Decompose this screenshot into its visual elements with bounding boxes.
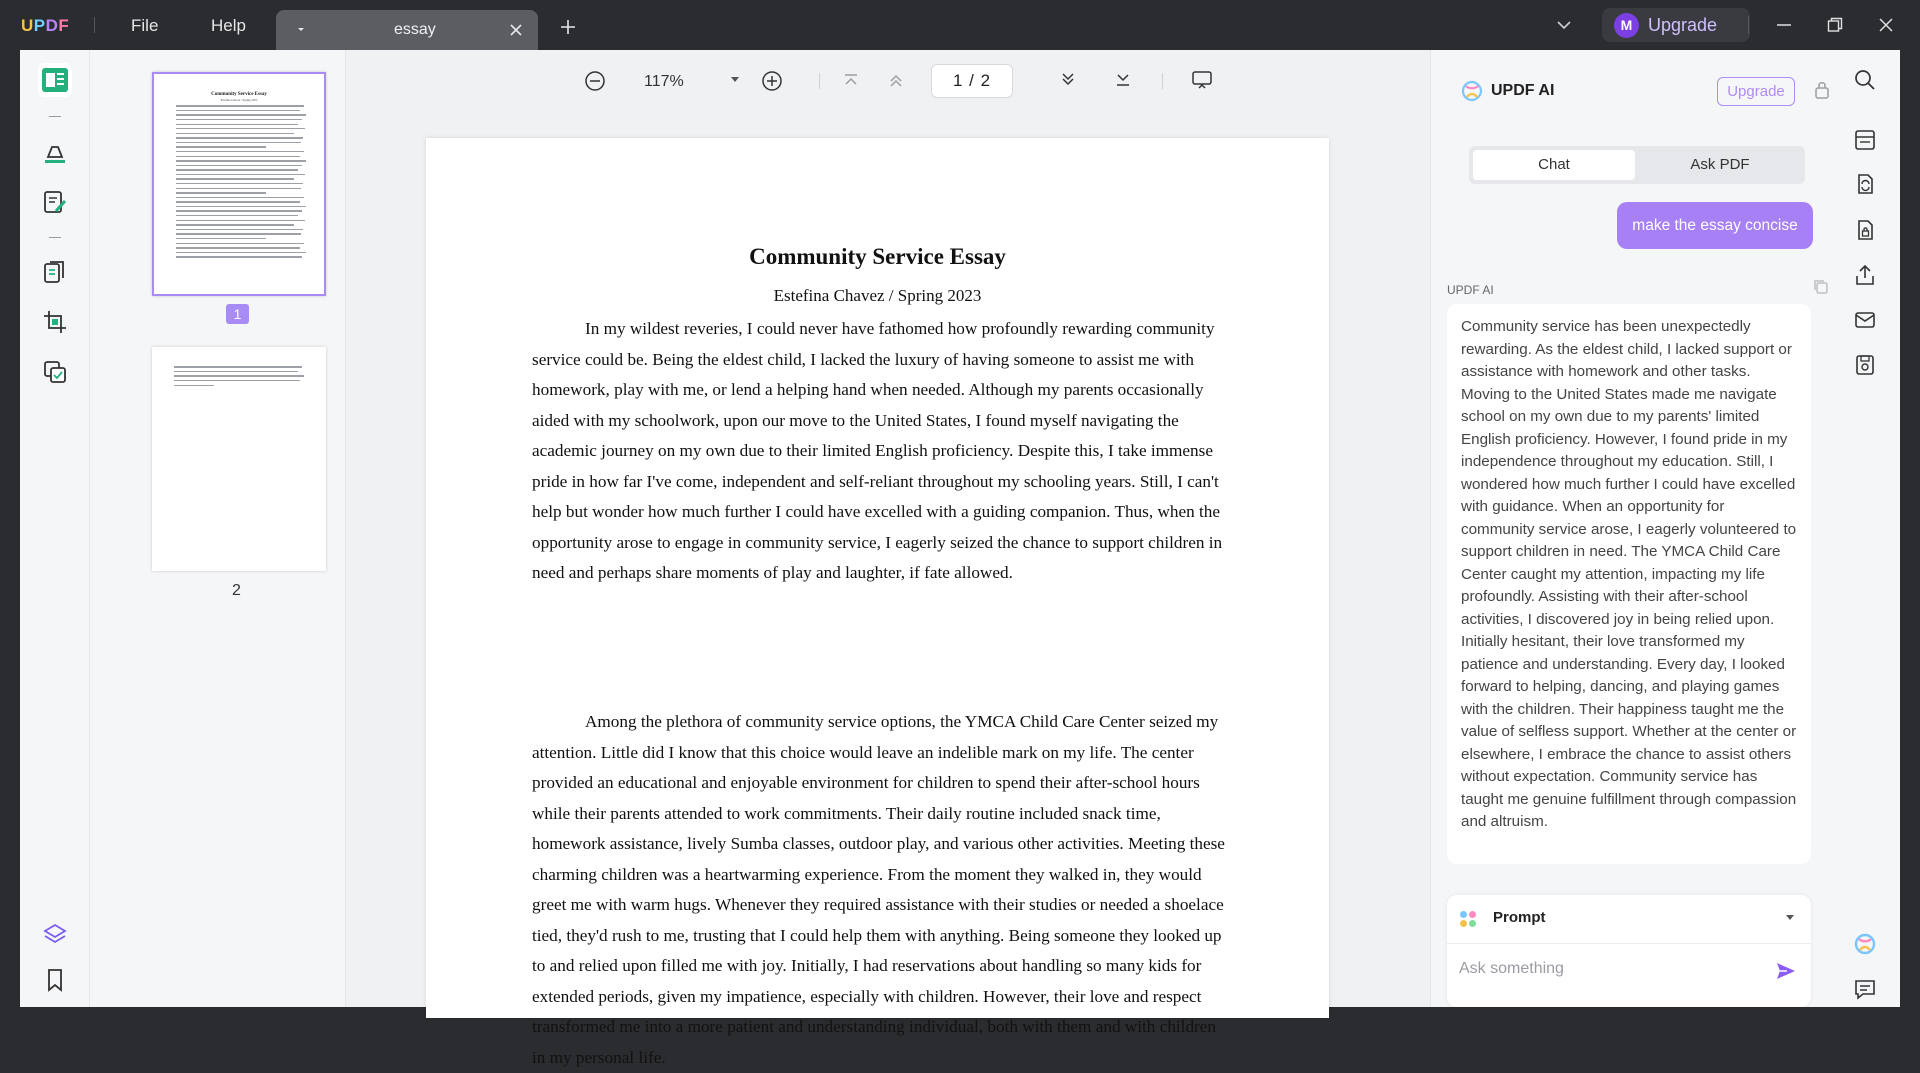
divider: [819, 73, 820, 89]
thumbnail-line: [176, 169, 298, 170]
thumbnail-line: [174, 375, 304, 376]
lock-icon[interactable]: [1814, 80, 1830, 100]
divider: [1748, 16, 1749, 34]
comments-icon[interactable]: [1853, 977, 1877, 1001]
document-title: Community Service Essay: [749, 244, 1006, 269]
layers-icon: [42, 922, 68, 948]
reader-mode-button[interactable]: [38, 63, 72, 97]
thumbnail-line: [176, 110, 300, 111]
send-icon[interactable]: [1775, 961, 1797, 981]
avatar: M: [1614, 13, 1639, 38]
last-page-icon[interactable]: [1114, 71, 1132, 87]
updf-ai-icon[interactable]: [1853, 932, 1877, 956]
thumbnail-line: [174, 371, 298, 372]
organize-pages-button[interactable]: [38, 255, 72, 289]
document-paragraph: In my wildest reveries, I could never have fathomed how profoundly rewarding community service could be. Being the eldest child, I lacked the luxury of having someone to assist me with homework, play with me, or lend a helping hand when needed. Although my parents occasionally aided with my schoolwork, upon our move to the United States, I found myself navigating the academic journey on my own due to their limited English proficiency. Despite this, I take immense pride in how far I've come, independent and self-reliant throughout my schooling years. Still, I can't help but wonder how much further I could have excelled with a guiding companion. Thus, when the opportunity arose to engage in community service, I eagerly seized the chance to support children in need and perhaps share moments of play and laughter, if fate allowed.: [532, 319, 1223, 582]
page-number-input[interactable]: 1 / 2: [931, 64, 1013, 98]
thumbnail-line: [176, 137, 303, 138]
divider: [49, 116, 61, 117]
thumbnail-line: [174, 385, 214, 386]
thumbnail-line: [176, 192, 266, 193]
zoom-level[interactable]: 117%: [644, 73, 684, 90]
page-thumbnail-1[interactable]: [152, 72, 326, 296]
ai-panel-title: UPDF AI: [1491, 82, 1555, 99]
bookmark-button[interactable]: [38, 963, 72, 997]
next-page-icon[interactable]: [1059, 71, 1077, 87]
thumbnail-line: [176, 142, 301, 143]
prompt-dropdown-icon[interactable]: [1785, 914, 1795, 922]
account-upgrade-button[interactable]: [1602, 8, 1750, 42]
page-number-1: 1: [226, 304, 249, 324]
user-message: make the essay concise: [1617, 202, 1813, 249]
share-icon[interactable]: [1853, 263, 1877, 287]
thumbnail-line: [176, 183, 303, 184]
thumbnail-line: [176, 247, 300, 248]
tab-title: essay: [394, 21, 436, 38]
thumbnail-line: [176, 156, 300, 157]
new-tab-icon[interactable]: [560, 19, 576, 35]
document-paragraph: Among the plethora of community service options, the YMCA Child Care Center seized my attention. Little did I know that this choice would leave an indelible mark on my life. The center provided an educational and enjoyable environment for children to spend their after-school hours while their parents attended to work commitments. Their daily routine included snack time, homework assistance, lively Sumba classes, outdoor play, and various other activities. Meeting these charming children was a heartwarming experience. From the moment they walked in, they would greet me with warm hugs. Whenever they required assistance with their studies or needed a shoelace tied, they'd rush to me, trusting that I could help them with anything. Being someone they looked up to and relied upon filled me with joy. Initially, I had reservations about handling so many kids for extended periods, given my impatience, especially with children. However, their love and respect transformed me into a more patient and understanding individual, both with them and with children in my personal life.: [532, 712, 1225, 1067]
thumbnail-text-lines: [154, 105, 324, 257]
left-toolbar: [20, 50, 90, 1007]
chevron-down-icon[interactable]: [1556, 19, 1572, 31]
bookmark-icon: [44, 968, 66, 992]
highlighter-icon: [42, 139, 68, 165]
thumbnail-line: [176, 233, 301, 234]
layers-button[interactable]: [38, 918, 72, 952]
divider: [1162, 73, 1163, 89]
close-window-icon[interactable]: [1877, 16, 1895, 34]
protect-icon[interactable]: [1853, 218, 1877, 242]
thumbnail-panel: [90, 50, 346, 1007]
response-sender: UPDF AI: [1447, 283, 1494, 297]
zoom-in-icon[interactable]: [761, 70, 783, 92]
edit-icon: [42, 189, 68, 215]
thumbnail-line: [176, 224, 294, 225]
save-icon[interactable]: [1853, 353, 1877, 377]
form-tool-button[interactable]: [38, 355, 72, 389]
document-tab[interactable]: [276, 10, 538, 50]
first-page-icon[interactable]: [842, 73, 860, 89]
thumbnail-line: [176, 151, 304, 152]
thumbnail-line: [176, 206, 306, 207]
crop-tool-button[interactable]: [38, 305, 72, 339]
thumbnail-line: [176, 188, 301, 189]
thumbnail-line: [176, 119, 302, 120]
thumbnail-line: [176, 210, 302, 211]
view-toolbar: [346, 50, 1430, 106]
ai-upgrade-button[interactable]: Upgrade: [1717, 77, 1795, 106]
crop-icon: [42, 309, 68, 335]
divider: [94, 17, 95, 33]
main-window: [20, 50, 1900, 1067]
comment-tool-button[interactable]: [38, 135, 72, 169]
thumbnail-line: [176, 178, 294, 179]
prompt-label[interactable]: Prompt: [1493, 909, 1546, 926]
thumbnail-line: [174, 366, 302, 367]
ai-logo-icon: [1461, 80, 1483, 102]
menu-file[interactable]: File: [131, 16, 159, 35]
thumbnail-line: [176, 201, 300, 202]
thumbnail-line: [176, 146, 266, 147]
thumbnail-subtitle: Estefina Chavez / Spring 2023: [220, 98, 258, 102]
divider: [1447, 943, 1811, 944]
upgrade-label: Upgrade: [1648, 15, 1718, 35]
app-logo: UPDF: [21, 16, 70, 35]
thumbnail-line: [176, 105, 304, 106]
ai-response: Community service has been unexpectedly rewarding. As the eldest child, I lacked support or assistance with homework and other tasks. Moving to the United States made me navigate school on my own due to my parents' limited English proficiency. However, I found pride in my independence throughout my education. Still, I wondered how much further I could have excelled with guidance. When an opportunity for community service arose, I eagerly volunteered to support children in need. The YMCA Child Care Center caught my attention, impacting my life profoundly. Assisting with their after-school activities, I discovered joy in being relied upon. Initially hesitant, their love transformed my patience and understanding. Every day, I looked forward to helping, dancing, and playing games with the children. Their happiness taught me the value of selfless support. Whether at the center or elsewhere, I embrace the chance to assist others without expectation. Community service has taught me genuine fulfillment through compassion and altruism.: [1447, 304, 1811, 864]
copy-icon[interactable]: [1813, 279, 1829, 295]
thumbnail-title: Community Service Essay: [211, 92, 267, 97]
tab-dropdown-icon[interactable]: [296, 24, 306, 34]
document-author: Estefina Chavez / Spring 2023: [773, 286, 982, 305]
previous-page-icon[interactable]: [887, 73, 905, 89]
menu-help[interactable]: Help: [211, 16, 246, 35]
search-icon[interactable]: [1853, 68, 1877, 92]
thumbnail-line: [176, 256, 302, 257]
reader-icon: [41, 67, 69, 93]
zoom-dropdown-icon[interactable]: [730, 76, 740, 84]
thumbnail-line: [176, 165, 302, 166]
thumbnail-text-lines: [152, 347, 326, 386]
edit-pdf-button[interactable]: [38, 185, 72, 219]
thumbnail-line: [176, 128, 305, 129]
page-thumbnail-2[interactable]: [152, 347, 326, 571]
ai-assistant-panel: [1430, 50, 1830, 1007]
title-bar: [0, 0, 1920, 50]
ask-input[interactable]: [1459, 953, 1759, 985]
thumbnail-line: [176, 238, 266, 239]
restore-icon[interactable]: [1826, 16, 1844, 34]
thumbnail-line: [176, 215, 298, 216]
zoom-out-icon[interactable]: [584, 70, 606, 92]
pages-icon: [42, 259, 68, 285]
thumbnail-line: [176, 174, 305, 175]
ocr-icon[interactable]: [1853, 128, 1877, 152]
thumbnail-line: [174, 380, 300, 381]
pdf-page: [426, 138, 1329, 1067]
thumbnail-line: [176, 229, 303, 230]
minimize-icon[interactable]: [1775, 16, 1793, 34]
mail-icon[interactable]: [1853, 308, 1877, 332]
thumbnail-line: [176, 252, 306, 253]
thumbnail-line: [176, 197, 304, 198]
convert-icon[interactable]: [1853, 172, 1877, 196]
slideshow-icon[interactable]: [1191, 70, 1213, 90]
prompt-icon: [1459, 910, 1477, 928]
thumbnail-line: [176, 114, 306, 115]
divider: [49, 237, 61, 238]
thumbnail-line: [176, 243, 304, 244]
thumbnail-line: [176, 220, 305, 221]
page-number-2: 2: [232, 582, 241, 599]
thumbnail-line: [176, 133, 294, 134]
tab-chat[interactable]: Chat: [1473, 150, 1635, 180]
prompt-composer: [1447, 895, 1811, 1007]
thumbnail-line: [176, 160, 306, 161]
document-viewer: [346, 50, 1430, 1067]
form-icon: [42, 359, 68, 385]
thumbnail-line: [176, 124, 298, 125]
tab-close-icon[interactable]: [509, 23, 523, 37]
right-toolbar: [1830, 50, 1900, 1007]
ai-mode-tabs: [1469, 146, 1805, 184]
tab-ask-pdf[interactable]: Ask PDF: [1690, 156, 1750, 173]
